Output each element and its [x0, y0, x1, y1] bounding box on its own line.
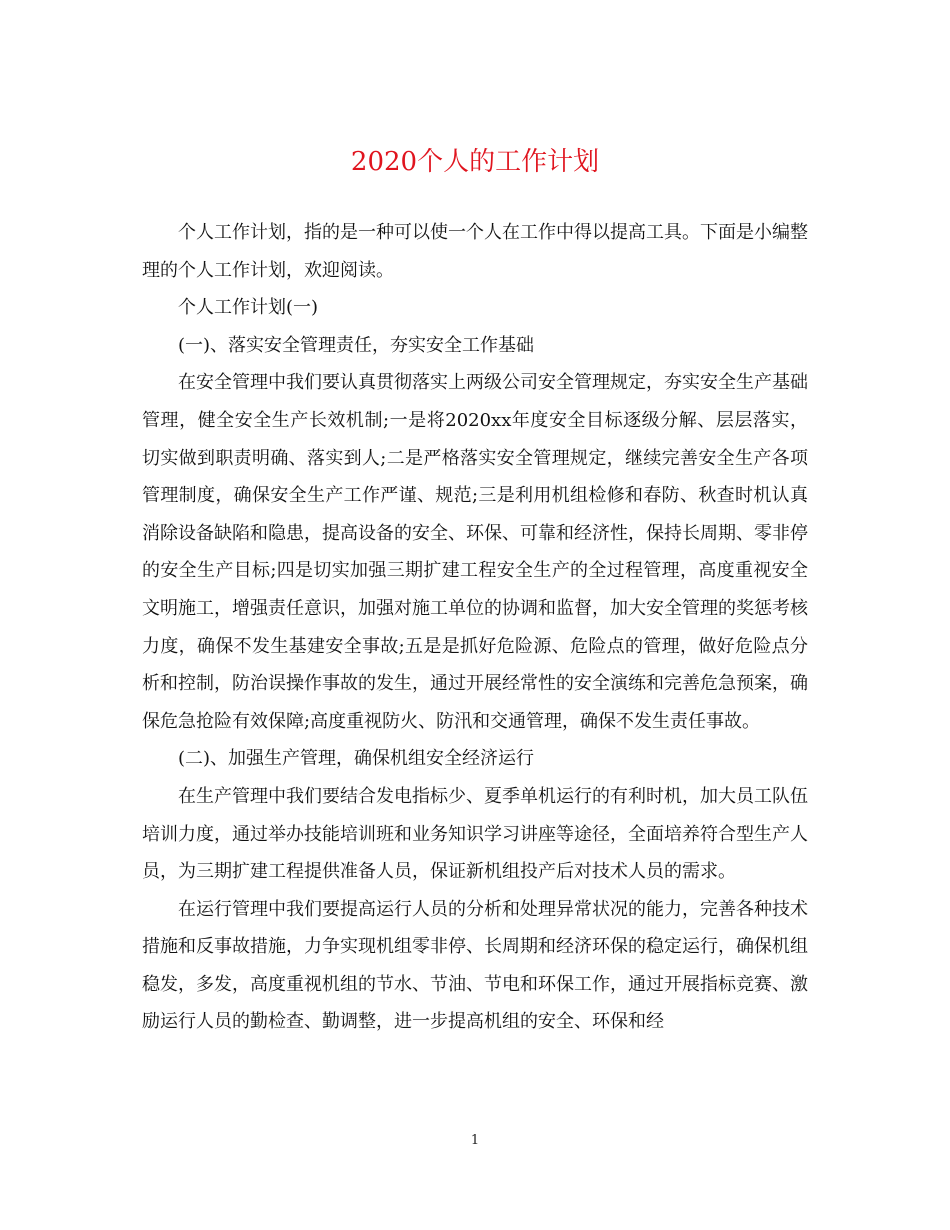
- document-body: [142, 214, 808, 1041]
- paragraph-operation-management: 在运行管理中我们要提高运行人员的分析和处理异常状况的能力，完善各种技术措施和反事故措施，力争实现机组零非停、长周期和经济环保的稳定运行，确保机组稳发，多发，高度重视机组的节水、节油、节电和环保工作，通过开展指标竞赛、激励运行人员的勤检查、勤调整，进一步提高机组的安全、环保和经: [142, 898, 808, 1033]
- page-number: 1: [470, 1133, 480, 1148]
- paragraph-intro: 个人工作计划，指的是一种可以使一个人在工作中得以提高工具。下面是小编整理的个人工作计划，欢迎阅读。: [142, 222, 808, 281]
- paragraph-production-management: 在生产管理中我们要结合发电指标少、夏季单机运行的有利时机，加大员工队伍培训力度，通过举办技能培训班和业务知识学习讲座等途径，全面培养符合型生产人员，为三期扩建工程提供准备人员，保证新机组投产后对技术人员的需求。: [142, 785, 808, 883]
- paragraph-safety-management: 在安全管理中我们要认真贯彻落实上两级公司安全管理规定，夯实安全生产基础管理，健全安全生产长效机制;一是将2020xx年度安全目标逐级分解、层层落实，切实做到职责明确、落实到人;二是严格落实安全管理规定，继续完善安全生产各项管理制度，确保安全生产工作严谨、规范;三是利用机组检修和春防、秋查时机认真消除设备缺陷和隐患，提高设备的安全、环保、可靠和经济性，保持长周期、零非停的安全生产目标;四是切实加强三期扩建工程安全生产的全过程管理，高度重视安全文明施工，增强责任意识，加强对施工单位的协调和监督，加大安全管理的奖惩考核力度，确保不发生基建安全事故;五是是抓好危险源、危险点的管理，做好危险点分析和控制，防治误操作事故的发生，通过开展经常性的安全演练和完善危急预案，确保危急抢险有效保障;高度重视防火、防汛和交通管理，确保不发生责任事故。: [142, 372, 808, 732]
- paragraph-section-1-heading: (一)、落实安全管理责任，夯实安全工作基础: [178, 334, 535, 356]
- paragraph-plan-heading: 个人工作计划(一): [178, 297, 319, 319]
- document-title: 2020个人的工作计划: [350, 147, 600, 177]
- paragraph-section-2-heading: (二)、加强生产管理，确保机组安全经济运行: [178, 748, 535, 770]
